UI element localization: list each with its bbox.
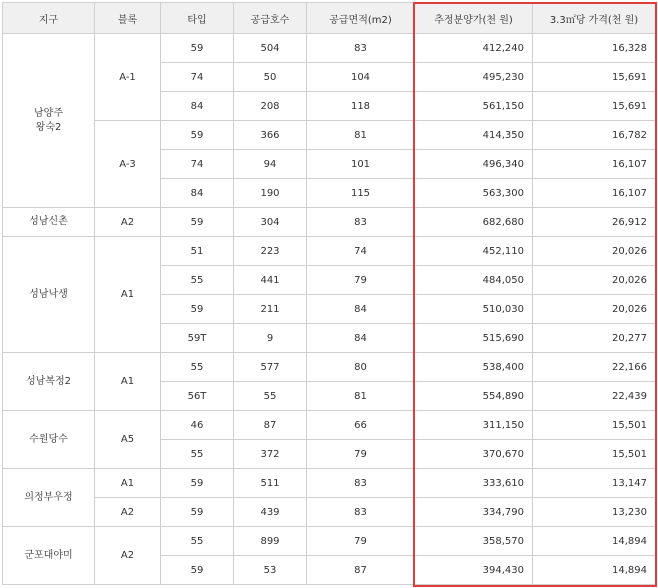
per-pyeong-cell: 13,147 (533, 469, 656, 498)
units-cell: 577 (234, 353, 307, 382)
area-cell: 83 (307, 208, 415, 237)
type-cell: 74 (161, 63, 234, 92)
type-cell: 55 (161, 440, 234, 469)
units-cell: 53 (234, 556, 307, 585)
block-cell: A1 (95, 469, 161, 498)
block-cell: A2 (95, 527, 161, 585)
table-row (3, 527, 656, 556)
price-cell: 510,030 (415, 295, 533, 324)
area-cell: 79 (307, 440, 415, 469)
header-row (3, 3, 656, 34)
type-cell: 51 (161, 237, 234, 266)
area-cell: 74 (307, 237, 415, 266)
block-cell: A2 (95, 208, 161, 237)
area-cell: 87 (307, 556, 415, 585)
per-pyeong-cell: 15,501 (533, 411, 656, 440)
block-cell: A-3 (95, 121, 161, 208)
per-pyeong-cell: 16,107 (533, 179, 656, 208)
per-pyeong-cell: 15,691 (533, 92, 656, 121)
units-cell: 899 (234, 527, 307, 556)
units-cell: 9 (234, 324, 307, 353)
units-cell: 55 (234, 382, 307, 411)
table-row (3, 498, 656, 527)
per-pyeong-cell: 16,782 (533, 121, 656, 150)
per-pyeong-cell: 16,328 (533, 34, 656, 63)
type-cell: 59 (161, 469, 234, 498)
per-pyeong-cell: 20,026 (533, 266, 656, 295)
type-cell: 56T (161, 382, 234, 411)
price-cell: 370,670 (415, 440, 533, 469)
price-cell: 563,300 (415, 179, 533, 208)
area-cell: 83 (307, 34, 415, 63)
area-cell: 101 (307, 150, 415, 179)
type-cell: 84 (161, 92, 234, 121)
area-cell: 84 (307, 324, 415, 353)
type-cell: 59 (161, 34, 234, 63)
per-pyeong-cell: 15,501 (533, 440, 656, 469)
price-cell: 412,240 (415, 34, 533, 63)
price-cell: 484,050 (415, 266, 533, 295)
units-cell: 511 (234, 469, 307, 498)
area-cell: 104 (307, 63, 415, 92)
type-cell: 84 (161, 179, 234, 208)
units-cell: 504 (234, 34, 307, 63)
per-pyeong-cell: 22,166 (533, 353, 656, 382)
price-cell: 495,230 (415, 63, 533, 92)
price-table (2, 2, 656, 585)
header-per-pyeong: 3.3㎡당 가격(천 원) (533, 3, 656, 34)
district-cell: 성남낙생 (3, 237, 95, 353)
header-units: 공급호수 (234, 3, 307, 34)
per-pyeong-cell: 26,912 (533, 208, 656, 237)
type-cell: 55 (161, 266, 234, 295)
units-cell: 439 (234, 498, 307, 527)
area-cell: 118 (307, 92, 415, 121)
area-cell: 81 (307, 121, 415, 150)
per-pyeong-cell: 15,691 (533, 63, 656, 92)
units-cell: 304 (234, 208, 307, 237)
table-row (3, 353, 656, 382)
price-cell: 333,610 (415, 469, 533, 498)
price-cell: 358,570 (415, 527, 533, 556)
units-cell: 190 (234, 179, 307, 208)
price-cell: 334,790 (415, 498, 533, 527)
per-pyeong-cell: 16,107 (533, 150, 656, 179)
type-cell: 59 (161, 208, 234, 237)
type-cell: 59 (161, 498, 234, 527)
type-cell: 74 (161, 150, 234, 179)
district-cell: 수원당수 (3, 411, 95, 469)
units-cell: 441 (234, 266, 307, 295)
type-cell: 59T (161, 324, 234, 353)
price-cell: 538,400 (415, 353, 533, 382)
table-row (3, 237, 656, 266)
price-cell: 496,340 (415, 150, 533, 179)
area-cell: 80 (307, 353, 415, 382)
table-row (3, 208, 656, 237)
table-row (3, 121, 656, 150)
per-pyeong-cell: 20,026 (533, 237, 656, 266)
header-area: 공급면적(m2) (307, 3, 415, 34)
type-cell: 59 (161, 121, 234, 150)
block-cell: A1 (95, 353, 161, 411)
units-cell: 94 (234, 150, 307, 179)
price-cell: 682,680 (415, 208, 533, 237)
header-price: 추정분양가(천 원) (415, 3, 533, 34)
type-cell: 59 (161, 556, 234, 585)
area-cell: 83 (307, 498, 415, 527)
area-cell: 83 (307, 469, 415, 498)
units-cell: 211 (234, 295, 307, 324)
per-pyeong-cell: 20,026 (533, 295, 656, 324)
table-row (3, 469, 656, 498)
price-cell: 554,890 (415, 382, 533, 411)
price-cell: 414,350 (415, 121, 533, 150)
units-cell: 223 (234, 237, 307, 266)
header-block: 블록 (95, 3, 161, 34)
block-cell: A2 (95, 498, 161, 527)
type-cell: 55 (161, 527, 234, 556)
header-type: 타입 (161, 3, 234, 34)
price-cell: 515,690 (415, 324, 533, 353)
price-cell: 452,110 (415, 237, 533, 266)
area-cell: 66 (307, 411, 415, 440)
area-cell: 79 (307, 266, 415, 295)
area-cell: 81 (307, 382, 415, 411)
block-cell: A1 (95, 237, 161, 353)
per-pyeong-cell: 14,894 (533, 527, 656, 556)
block-cell: A-1 (95, 34, 161, 121)
district-cell: 군포대야미 (3, 527, 95, 585)
per-pyeong-cell: 13,230 (533, 498, 656, 527)
units-cell: 50 (234, 63, 307, 92)
units-cell: 366 (234, 121, 307, 150)
price-cell: 561,150 (415, 92, 533, 121)
district-cell: 의정부우정 (3, 469, 95, 527)
units-cell: 372 (234, 440, 307, 469)
header-district: 지구 (3, 3, 95, 34)
per-pyeong-cell: 20,277 (533, 324, 656, 353)
district-cell: 성남신촌 (3, 208, 95, 237)
district-cell: 성남복정2 (3, 353, 95, 411)
units-cell: 87 (234, 411, 307, 440)
per-pyeong-cell: 22,439 (533, 382, 656, 411)
block-cell: A5 (95, 411, 161, 469)
per-pyeong-cell: 14,894 (533, 556, 656, 585)
district-cell: 남양주 왕숙2 (3, 34, 95, 208)
area-cell: 79 (307, 527, 415, 556)
type-cell: 55 (161, 353, 234, 382)
table-row (3, 411, 656, 440)
type-cell: 59 (161, 295, 234, 324)
type-cell: 46 (161, 411, 234, 440)
area-cell: 84 (307, 295, 415, 324)
price-cell: 311,150 (415, 411, 533, 440)
table-row (3, 34, 656, 63)
units-cell: 208 (234, 92, 307, 121)
area-cell: 115 (307, 179, 415, 208)
price-cell: 394,430 (415, 556, 533, 585)
